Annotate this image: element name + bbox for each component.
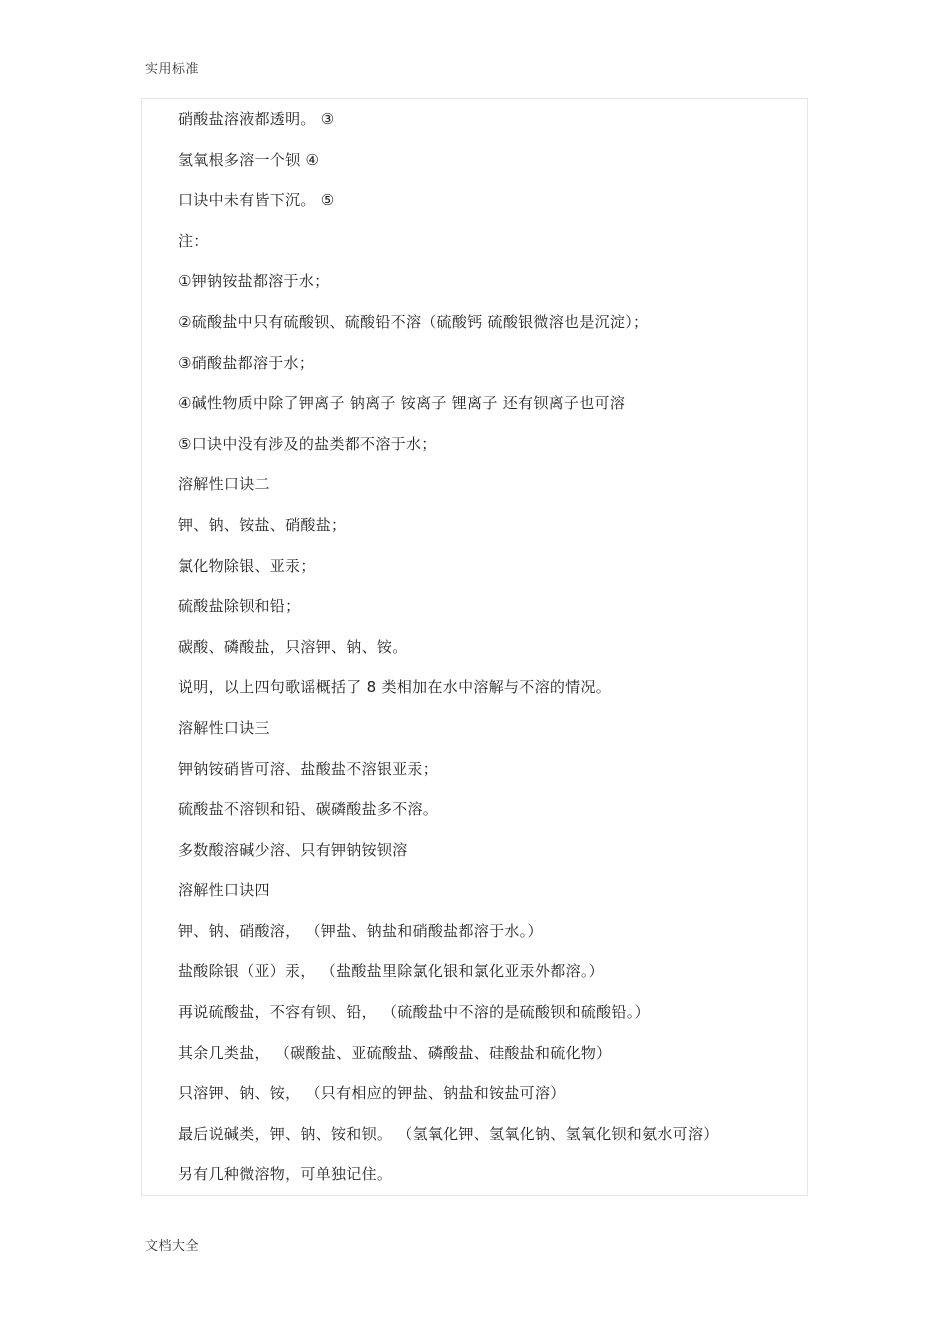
text-line: 再说硫酸盐，不容有钡、铅， （硫酸盐中不溶的是硫酸钡和硫酸铅。） — [178, 1003, 650, 1022]
text-line: 氢氧根多溶一个钡 ④ — [178, 150, 320, 169]
text-line: 口诀中未有皆下沉。 ⑤ — [178, 191, 335, 210]
section-heading: 溶解性口诀四 — [178, 881, 270, 900]
page-footer: 文档大全 — [145, 1239, 200, 1254]
text-line: 钾钠铵硝皆可溶、盐酸盐不溶银亚汞； — [178, 759, 439, 778]
text-line: 最后说碱类，钾、钠、铵和钡。 （氢氧化钾、氢氧化钠、氢氧化钡和氨水可溶） — [178, 1124, 719, 1143]
text-line: 钾、钠、硝酸溶， （钾盐、钠盐和硝酸盐都溶于水。） — [178, 921, 543, 940]
note-item: ①钾钠铵盐都溶于水； — [178, 272, 330, 291]
page-header: 实用标准 — [145, 62, 200, 77]
text-line: 硝酸盐溶液都透明。 ③ — [178, 110, 335, 128]
text-line: 氯化物除银、亚汞； — [178, 556, 316, 575]
text-line: 碳酸、磷酸盐，只溶钾、钠、铵。 — [178, 637, 408, 656]
text-line: 只溶钾、钠、铵， （只有相应的钾盐、钠盐和铵盐可溶） — [178, 1084, 566, 1103]
text-line: 说明，以上四句歌谣概括了 8 类相加在水中溶解与不溶的情况。 — [178, 678, 612, 697]
note-item: ④碱性物质中除了钾离子 钠离子 铵离子 锂离子 还有钡离子也可溶 — [178, 394, 626, 413]
text-line: 多数酸溶碱少溶、只有钾钠铵钡溶 — [178, 840, 408, 859]
section-heading: 溶解性口诀三 — [178, 718, 270, 737]
text-line: 盐酸除银（亚）汞， （盐酸盐里除氯化银和氯化亚汞外都溶。） — [178, 962, 604, 981]
text-line: 另有几种微溶物，可单独记住。 — [178, 1165, 393, 1184]
note-heading: 注： — [178, 231, 209, 250]
text-line: 硫酸盐除钡和铅； — [178, 597, 301, 616]
text-line: 硫酸盐不溶钡和铅、碳磷酸盐多不溶。 — [178, 800, 439, 819]
text-line: 钾、钠、铵盐、硝酸盐； — [178, 515, 347, 534]
section-heading: 溶解性口诀二 — [178, 475, 270, 494]
text-line: 其余几类盐， （碳酸盐、亚硫酸盐、磷酸盐、硅酸盐和硫化物） — [178, 1043, 612, 1062]
document-body — [178, 108, 798, 1204]
note-item: ③硝酸盐都溶于水； — [178, 353, 315, 372]
note-item: ②硫酸盐中只有硫酸钡、硫酸铅不溶（硫酸钙 硫酸银微溶也是沉淀）； — [178, 312, 649, 331]
note-item: ⑤口诀中没有涉及的盐类都不溶于水； — [178, 434, 437, 453]
